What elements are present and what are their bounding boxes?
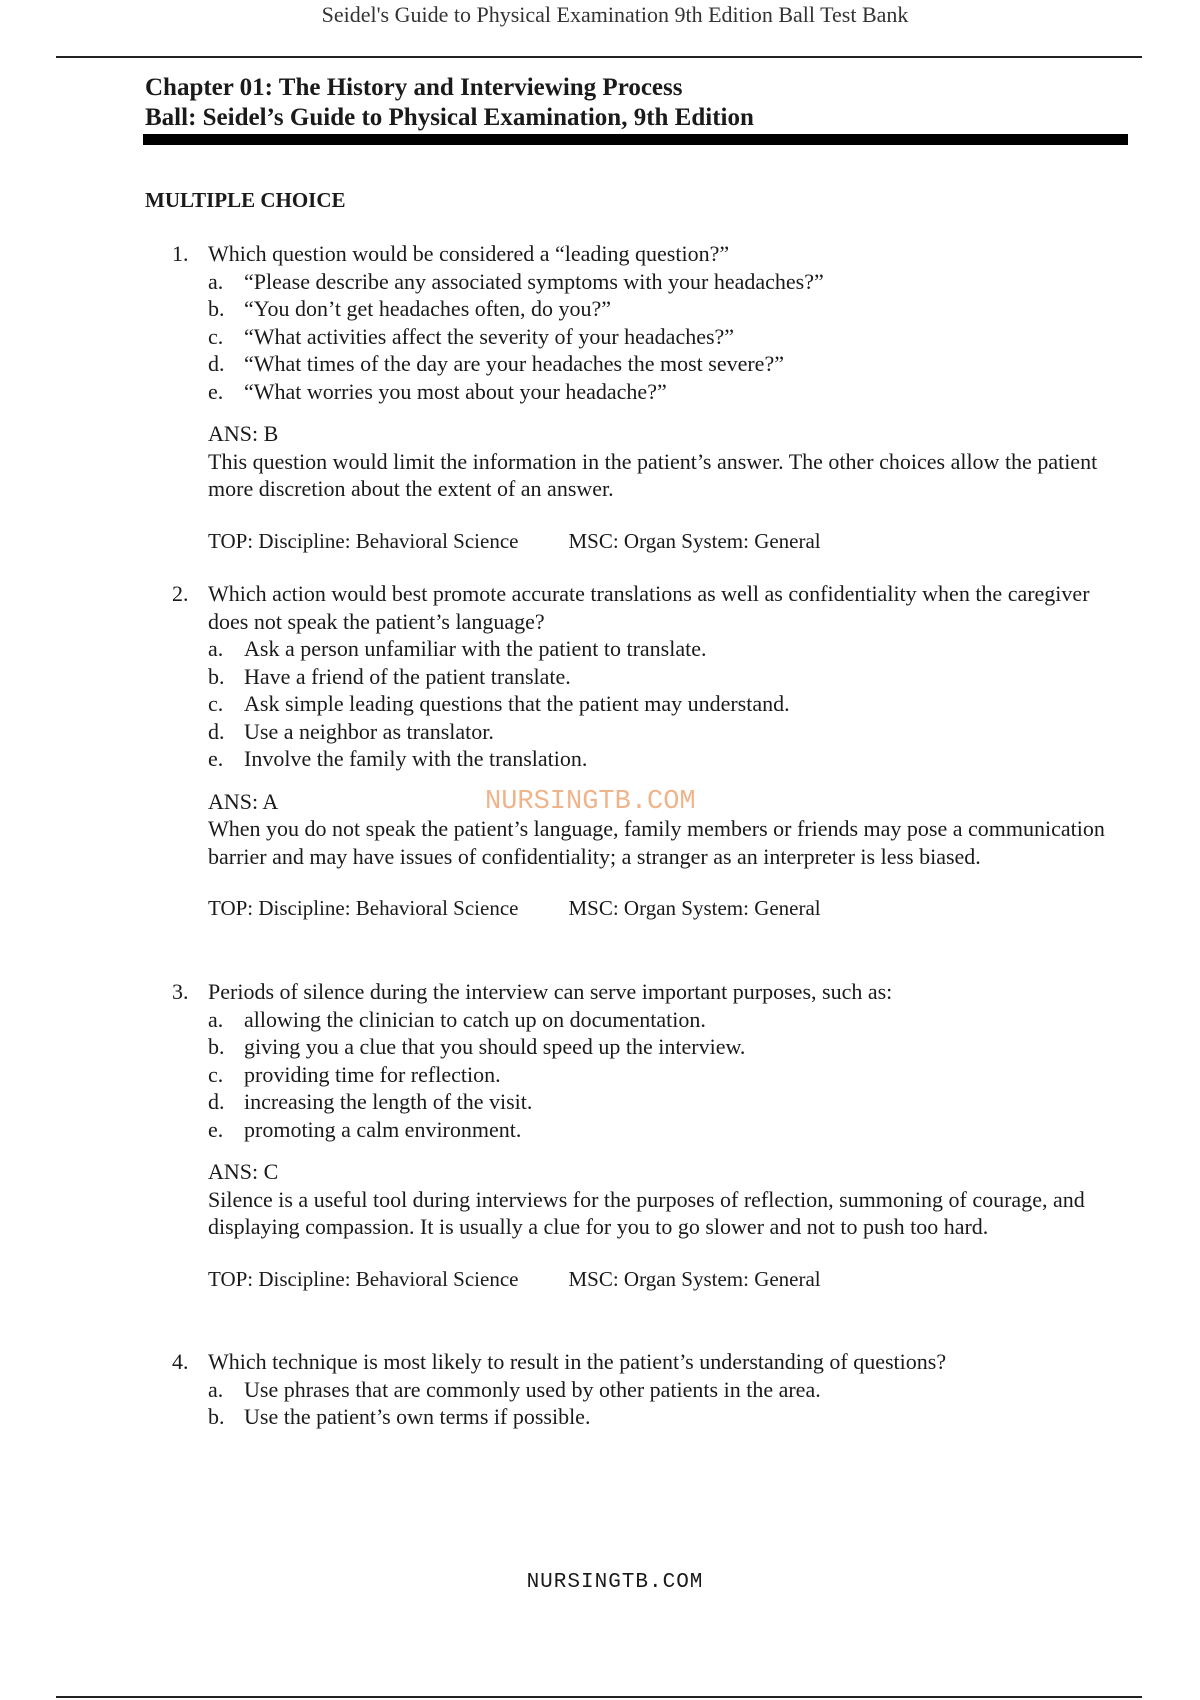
- option-item: [172, 635, 1132, 663]
- option-item: [172, 323, 1132, 351]
- option-item: [172, 378, 1132, 406]
- question-stem: [172, 1348, 1132, 1376]
- option-text: allowing the clinician to catch up on documentation.: [244, 1006, 706, 1032]
- question-4: [172, 1348, 1132, 1431]
- option-item: [172, 1403, 1132, 1431]
- option-item: [172, 1033, 1132, 1061]
- option-letter: b.: [208, 296, 225, 321]
- option-text: Ask a person unfamiliar with the patient to translate.: [244, 636, 707, 661]
- top-divider: [56, 56, 1142, 58]
- answer-block: [172, 1158, 1132, 1293]
- chapter-title-rule: [143, 134, 1128, 145]
- option-text: “What activities affect the severity of your headaches?”: [244, 323, 735, 349]
- question-3: [172, 978, 1132, 1293]
- question-text: Which technique is most likely to result in the patient’s understanding of questions?: [208, 1349, 947, 1374]
- msc-tag: MSC: Organ System: General: [568, 896, 821, 920]
- question-metadata: [208, 1266, 1132, 1294]
- option-text: “What times of the day are your headaches the most severe?”: [244, 351, 784, 376]
- chapter-title: [145, 73, 754, 133]
- option-item: [172, 690, 1132, 718]
- question-metadata: [208, 528, 1132, 556]
- answer-options: [172, 268, 1132, 406]
- answer-key: ANS: B: [208, 421, 279, 446]
- option-letter: c.: [208, 1061, 224, 1087]
- option-item: [172, 1006, 1132, 1034]
- option-text: promoting a calm environment.: [244, 1116, 522, 1142]
- topic-tag: TOP: Discipline: Behavioral Science: [208, 1266, 519, 1291]
- option-letter: b.: [208, 663, 225, 689]
- answer-rationale: This question would limit the information in the patient’s answer. The other choices allow the patient more discretion about the extent of an answer.: [208, 448, 1098, 501]
- option-letter: d.: [208, 718, 225, 744]
- option-item: [172, 663, 1132, 691]
- option-letter: e.: [208, 378, 224, 404]
- question-text: Which action would best promote accurate translations as well as confidentiality when the caregiver does not speak the patient’s language?: [208, 581, 1090, 634]
- option-letter: a.: [208, 636, 224, 661]
- question-stem: [172, 580, 1132, 635]
- option-item: [172, 745, 1132, 773]
- answer-block: [172, 420, 1132, 555]
- option-letter: c.: [208, 691, 224, 716]
- option-letter: c.: [208, 323, 224, 349]
- option-item: [172, 268, 1132, 296]
- option-text: Ask simple leading questions that the patient may understand.: [244, 691, 790, 716]
- option-text: “You don’t get headaches often, do you?”: [244, 296, 611, 321]
- question-2: [172, 580, 1132, 923]
- option-text: “What worries you most about your headache?”: [244, 378, 667, 404]
- question-stem: [172, 978, 1132, 1006]
- msc-tag: MSC: Organ System: General: [568, 1266, 821, 1291]
- question-1: [172, 240, 1132, 555]
- option-text: Involve the family with the translation.: [244, 746, 588, 771]
- question-number: 1.: [172, 241, 189, 266]
- question-text: Which question would be considered a “leading question?”: [208, 241, 730, 266]
- question-number: 4.: [172, 1349, 189, 1374]
- option-letter: d.: [208, 1089, 225, 1114]
- chapter-title-line2: Ball: Seidel’s Guide to Physical Examination, 9th Edition: [145, 104, 754, 131]
- option-item: [172, 350, 1132, 378]
- footer-text: NURSINGTB.COM: [526, 1571, 704, 1594]
- answer-options: [172, 1376, 1132, 1431]
- option-item: [172, 295, 1132, 323]
- answer-rationale: When you do not speak the patient’s language, family members or friends may pose a communication barrier and may have issues of confidentiality; a stranger as an interpreter is less biased.: [208, 816, 1105, 869]
- answer-key: ANS: A: [208, 788, 279, 814]
- option-text: giving you a clue that you should speed up the interview.: [244, 1034, 746, 1059]
- option-letter: e.: [208, 1116, 224, 1142]
- option-letter: a.: [208, 268, 224, 294]
- question-stem: [172, 240, 1132, 268]
- topic-tag: TOP: Discipline: Behavioral Science: [208, 896, 519, 920]
- msc-tag: MSC: Organ System: General: [568, 528, 821, 553]
- option-letter: b.: [208, 1404, 225, 1429]
- option-item: [172, 718, 1132, 746]
- option-text: Use phrases that are commonly used by other patients in the area.: [244, 1376, 821, 1402]
- option-letter: b.: [208, 1034, 225, 1059]
- question-metadata: [208, 895, 1132, 923]
- answer-options: [172, 635, 1132, 773]
- option-text: Use the patient’s own terms if possible.: [244, 1404, 591, 1429]
- option-text: “Please describe any associated symptoms with your headaches?”: [244, 268, 824, 294]
- chapter-title-line1: Chapter 01: The History and Interviewing Process: [145, 74, 683, 101]
- answer-rationale: Silence is a useful tool during interviews for the purposes of reflection, summoning of courage, and displaying compassion. It is usually a clue for you to go slower and not to push too hard.: [208, 1186, 1085, 1239]
- question-number: 2.: [172, 581, 189, 606]
- option-text: increasing the length of the visit.: [244, 1089, 533, 1114]
- answer-key: ANS: C: [208, 1159, 279, 1184]
- question-text: Periods of silence during the interview can serve important purposes, such as:: [208, 979, 893, 1004]
- option-item: [172, 1088, 1132, 1116]
- answer-options: [172, 1006, 1132, 1144]
- option-text: Have a friend of the patient translate.: [244, 663, 571, 689]
- option-letter: d.: [208, 351, 225, 376]
- page-header: Seidel's Guide to Physical Examination 9th Edition Ball Test Bank: [321, 2, 909, 27]
- question-number: 3.: [172, 979, 189, 1004]
- option-text: providing time for reflection.: [244, 1061, 501, 1087]
- option-letter: a.: [208, 1376, 224, 1402]
- option-letter: a.: [208, 1006, 224, 1032]
- option-item: [172, 1061, 1132, 1089]
- option-item: [172, 1116, 1132, 1144]
- option-item: [172, 1376, 1132, 1404]
- option-letter: e.: [208, 746, 224, 771]
- option-text: Use a neighbor as translator.: [244, 718, 494, 744]
- section-heading: MULTIPLE CHOICE: [145, 188, 346, 212]
- watermark: NURSINGTB.COM: [485, 787, 696, 817]
- topic-tag: TOP: Discipline: Behavioral Science: [208, 528, 519, 553]
- bottom-divider: [56, 1696, 1142, 1698]
